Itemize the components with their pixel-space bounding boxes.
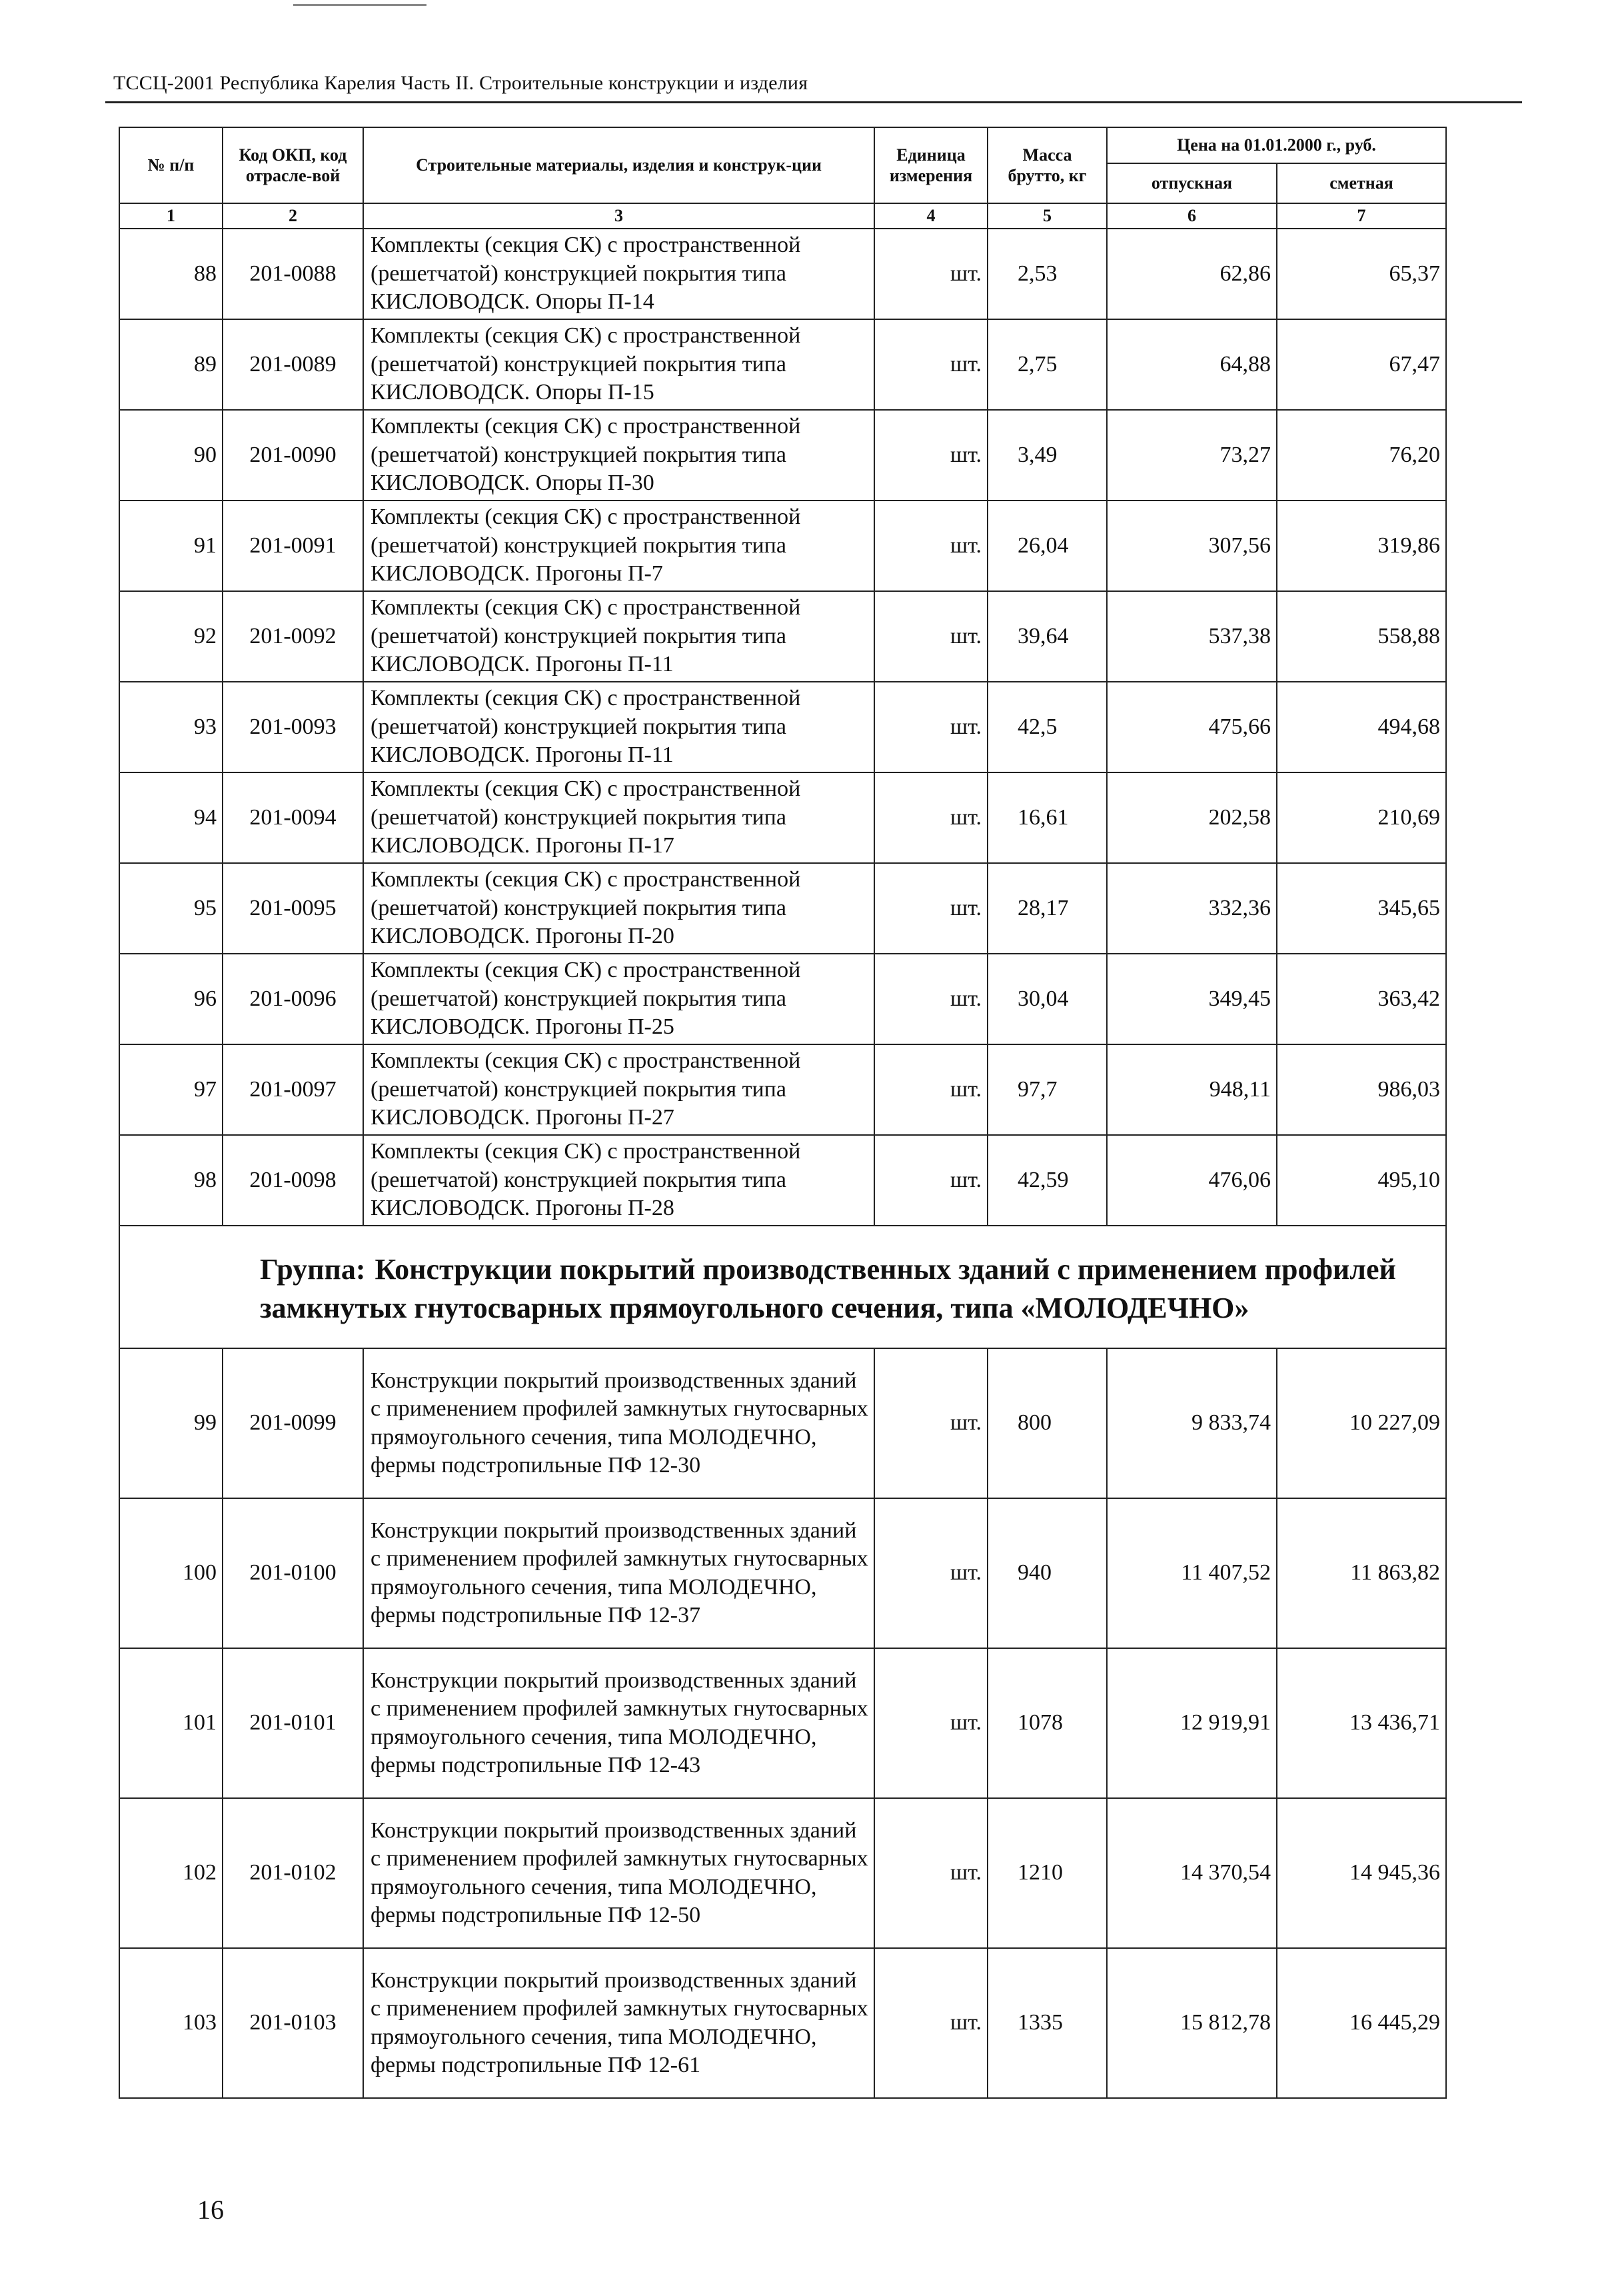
mass-cell: 940 bbox=[988, 1498, 1107, 1648]
estimate-price-cell: 345,65 bbox=[1277, 863, 1446, 954]
row-number-cell: 88 bbox=[119, 229, 223, 319]
unit-cell: шт. bbox=[874, 1044, 988, 1135]
release-price-cell: 307,56 bbox=[1107, 501, 1277, 591]
material-name-cell: Комплекты (секция СК) с пространственной (решетчатой) конструкцией покрытия типа КИСЛОВОДСК. Опоры П-30 bbox=[363, 410, 874, 501]
estimate-price-cell: 10 227,09 bbox=[1277, 1348, 1446, 1498]
okp-code-cell: 201-0100 bbox=[223, 1498, 363, 1648]
okp-code-cell: 201-0096 bbox=[223, 954, 363, 1044]
estimate-price-cell: 11 863,82 bbox=[1277, 1498, 1446, 1648]
row-number-cell: 100 bbox=[119, 1498, 223, 1648]
mass-cell: 1078 bbox=[988, 1648, 1107, 1798]
estimate-price-cell: 319,86 bbox=[1277, 501, 1446, 591]
table-row bbox=[119, 1044, 1446, 1135]
release-price-cell: 9 833,74 bbox=[1107, 1348, 1277, 1498]
material-name-cell: Комплекты (секция СК) с пространственной (решетчатой) конструкцией покрытия типа КИСЛОВОДСК. Прогоны П-20 bbox=[363, 863, 874, 954]
mass-cell: 26,04 bbox=[988, 501, 1107, 591]
col-header-unit: Единица измерения bbox=[874, 127, 988, 203]
column-number: 2 bbox=[223, 203, 363, 229]
release-price-cell: 64,88 bbox=[1107, 319, 1277, 410]
release-price-cell: 73,27 bbox=[1107, 410, 1277, 501]
table-row bbox=[119, 772, 1446, 863]
col-header-price-group: Цена на 01.01.2000 г., руб. bbox=[1107, 127, 1446, 163]
table-group-section bbox=[119, 1226, 1446, 1348]
estimate-price-cell: 210,69 bbox=[1277, 772, 1446, 863]
column-number: 5 bbox=[988, 203, 1107, 229]
unit-cell: шт. bbox=[874, 319, 988, 410]
release-price-cell: 476,06 bbox=[1107, 1135, 1277, 1226]
unit-cell: шт. bbox=[874, 1135, 988, 1226]
release-price-cell: 332,36 bbox=[1107, 863, 1277, 954]
material-name-cell: Конструкции покрытий производственных зданий с применением профилей замкнутых гнутосварных прямоугольного сечения, типа МОЛОДЕЧНО, фермы подстропильные ПФ 12-50 bbox=[363, 1798, 874, 1948]
table-row bbox=[119, 229, 1446, 319]
row-number-cell: 102 bbox=[119, 1798, 223, 1948]
mass-cell: 42,59 bbox=[988, 1135, 1107, 1226]
estimate-price-cell: 67,47 bbox=[1277, 319, 1446, 410]
material-name-cell: Конструкции покрытий производственных зданий с применением профилей замкнутых гнутосварных прямоугольного сечения, типа МОЛОДЕЧНО, фермы подстропильные ПФ 12-30 bbox=[363, 1348, 874, 1498]
column-numbers-row bbox=[119, 203, 1446, 229]
estimate-price-cell: 76,20 bbox=[1277, 410, 1446, 501]
unit-cell: шт. bbox=[874, 410, 988, 501]
table-row bbox=[119, 1798, 1446, 1948]
material-name-cell: Комплекты (секция СК) с пространственной (решетчатой) конструкцией покрытия типа КИСЛОВОДСК. Прогоны П-7 bbox=[363, 501, 874, 591]
table-row bbox=[119, 1498, 1446, 1648]
row-number-cell: 95 bbox=[119, 863, 223, 954]
header-rule bbox=[105, 101, 1522, 103]
row-number-cell: 91 bbox=[119, 501, 223, 591]
okp-code-cell: 201-0091 bbox=[223, 501, 363, 591]
table-row bbox=[119, 954, 1446, 1044]
mass-cell: 42,5 bbox=[988, 682, 1107, 772]
col-header-code: Код ОКП, код отрасле-вой bbox=[223, 127, 363, 203]
table-row bbox=[119, 319, 1446, 410]
page-number: 16 bbox=[197, 2195, 224, 2225]
unit-cell: шт. bbox=[874, 501, 988, 591]
table-body-kislovodsk bbox=[119, 229, 1446, 1226]
release-price-cell: 202,58 bbox=[1107, 772, 1277, 863]
unit-cell: шт. bbox=[874, 1798, 988, 1948]
okp-code-cell: 201-0092 bbox=[223, 591, 363, 682]
table-row bbox=[119, 682, 1446, 772]
material-name-cell: Комплекты (секция СК) с пространственной (решетчатой) конструкцией покрытия типа КИСЛОВОДСК. Прогоны П-11 bbox=[363, 682, 874, 772]
estimate-price-cell: 16 445,29 bbox=[1277, 1948, 1446, 2098]
table-row bbox=[119, 591, 1446, 682]
estimate-price-cell: 363,42 bbox=[1277, 954, 1446, 1044]
okp-code-cell: 201-0102 bbox=[223, 1798, 363, 1948]
column-number: 6 bbox=[1107, 203, 1277, 229]
scan-mark bbox=[293, 4, 426, 6]
table-row bbox=[119, 1348, 1446, 1498]
row-number-cell: 93 bbox=[119, 682, 223, 772]
estimate-price-cell: 13 436,71 bbox=[1277, 1648, 1446, 1798]
material-name-cell: Комплекты (секция СК) с пространственной (решетчатой) конструкцией покрытия типа КИСЛОВОДСК. Прогоны П-11 bbox=[363, 591, 874, 682]
material-name-cell: Комплекты (секция СК) с пространственной (решетчатой) конструкцией покрытия типа КИСЛОВОДСК. Прогоны П-27 bbox=[363, 1044, 874, 1135]
table-row bbox=[119, 863, 1446, 954]
row-number-cell: 97 bbox=[119, 1044, 223, 1135]
material-name-cell: Комплекты (секция СК) с пространственной (решетчатой) конструкцией покрытия типа КИСЛОВОДСК. Опоры П-14 bbox=[363, 229, 874, 319]
okp-code-cell: 201-0095 bbox=[223, 863, 363, 954]
okp-code-cell: 201-0099 bbox=[223, 1348, 363, 1498]
okp-code-cell: 201-0098 bbox=[223, 1135, 363, 1226]
mass-cell: 3,49 bbox=[988, 410, 1107, 501]
mass-cell: 2,75 bbox=[988, 319, 1107, 410]
material-name-cell: Комплекты (секция СК) с пространственной (решетчатой) конструкцией покрытия типа КИСЛОВОДСК. Опоры П-15 bbox=[363, 319, 874, 410]
unit-cell: шт. bbox=[874, 1498, 988, 1648]
okp-code-cell: 201-0103 bbox=[223, 1948, 363, 2098]
mass-cell: 39,64 bbox=[988, 591, 1107, 682]
unit-cell: шт. bbox=[874, 682, 988, 772]
column-number: 3 bbox=[363, 203, 874, 229]
table-row bbox=[119, 410, 1446, 501]
okp-code-cell: 201-0088 bbox=[223, 229, 363, 319]
unit-cell: шт. bbox=[874, 591, 988, 682]
mass-cell: 1335 bbox=[988, 1948, 1107, 2098]
column-number: 7 bbox=[1277, 203, 1446, 229]
mass-cell: 97,7 bbox=[988, 1044, 1107, 1135]
col-header-mass: Масса брутто, кг bbox=[988, 127, 1107, 203]
table-row bbox=[119, 501, 1446, 591]
unit-cell: шт. bbox=[874, 1948, 988, 2098]
material-name-cell: Комплекты (секция СК) с пространственной (решетчатой) конструкцией покрытия типа КИСЛОВОДСК. Прогоны П-17 bbox=[363, 772, 874, 863]
col-header-name: Строительные материалы, изделия и конструк-ции bbox=[363, 127, 874, 203]
col-header-price-estimate: сметная bbox=[1277, 163, 1446, 203]
mass-cell: 2,53 bbox=[988, 229, 1107, 319]
okp-code-cell: 201-0089 bbox=[223, 319, 363, 410]
release-price-cell: 475,66 bbox=[1107, 682, 1277, 772]
table-row bbox=[119, 1948, 1446, 2098]
unit-cell: шт. bbox=[874, 954, 988, 1044]
material-name-cell: Комплекты (секция СК) с пространственной (решетчатой) конструкцией покрытия типа КИСЛОВОДСК. Прогоны П-28 bbox=[363, 1135, 874, 1226]
okp-code-cell: 201-0093 bbox=[223, 682, 363, 772]
estimate-price-cell: 495,10 bbox=[1277, 1135, 1446, 1226]
release-price-cell: 12 919,91 bbox=[1107, 1648, 1277, 1798]
unit-cell: шт. bbox=[874, 1348, 988, 1498]
release-price-cell: 14 370,54 bbox=[1107, 1798, 1277, 1948]
group-header-cell bbox=[119, 1226, 1446, 1348]
okp-code-cell: 201-0094 bbox=[223, 772, 363, 863]
row-number-cell: 89 bbox=[119, 319, 223, 410]
estimate-price-cell: 558,88 bbox=[1277, 591, 1446, 682]
group-header-row bbox=[119, 1226, 1446, 1348]
material-name-cell: Конструкции покрытий производственных зданий с применением профилей замкнутых гнутосварных прямоугольного сечения, типа МОЛОДЕЧНО, фермы подстропильные ПФ 12-43 bbox=[363, 1648, 874, 1798]
release-price-cell: 349,45 bbox=[1107, 954, 1277, 1044]
col-header-no: № п/п bbox=[119, 127, 223, 203]
row-number-cell: 99 bbox=[119, 1348, 223, 1498]
table-row bbox=[119, 1135, 1446, 1226]
row-number-cell: 94 bbox=[119, 772, 223, 863]
release-price-cell: 62,86 bbox=[1107, 229, 1277, 319]
row-number-cell: 90 bbox=[119, 410, 223, 501]
okp-code-cell: 201-0101 bbox=[223, 1648, 363, 1798]
okp-code-cell: 201-0090 bbox=[223, 410, 363, 501]
mass-cell: 800 bbox=[988, 1348, 1107, 1498]
row-number-cell: 96 bbox=[119, 954, 223, 1044]
col-header-price-release: отпускная bbox=[1107, 163, 1277, 203]
column-number: 1 bbox=[119, 203, 223, 229]
mass-cell: 28,17 bbox=[988, 863, 1107, 954]
estimate-price-cell: 65,37 bbox=[1277, 229, 1446, 319]
row-number-cell: 92 bbox=[119, 591, 223, 682]
group-title: Конструкции покрытий производственных зданий с применением профилей замкнутых гнутосварных прямоугольного сечения, типа «МОЛОДЕЧНО» bbox=[260, 1252, 1396, 1324]
unit-cell: шт. bbox=[874, 863, 988, 954]
okp-code-cell: 201-0097 bbox=[223, 1044, 363, 1135]
material-name-cell: Конструкции покрытий производственных зданий с применением профилей замкнутых гнутосварных прямоугольного сечения, типа МОЛОДЕЧНО, фермы подстропильные ПФ 12-37 bbox=[363, 1498, 874, 1648]
price-table bbox=[119, 127, 1447, 2099]
column-number: 4 bbox=[874, 203, 988, 229]
estimate-price-cell: 14 945,36 bbox=[1277, 1798, 1446, 1948]
unit-cell: шт. bbox=[874, 229, 988, 319]
row-number-cell: 98 bbox=[119, 1135, 223, 1226]
table-body-molodechno bbox=[119, 1348, 1446, 2098]
release-price-cell: 15 812,78 bbox=[1107, 1948, 1277, 2098]
release-price-cell: 948,11 bbox=[1107, 1044, 1277, 1135]
unit-cell: шт. bbox=[874, 1648, 988, 1798]
material-name-cell: Комплекты (секция СК) с пространственной (решетчатой) конструкцией покрытия типа КИСЛОВОДСК. Прогоны П-25 bbox=[363, 954, 874, 1044]
release-price-cell: 11 407,52 bbox=[1107, 1498, 1277, 1648]
release-price-cell: 537,38 bbox=[1107, 591, 1277, 682]
material-name-cell: Конструкции покрытий производственных зданий с применением профилей замкнутых гнутосварных прямоугольного сечения, типа МОЛОДЕЧНО, фермы подстропильные ПФ 12-61 bbox=[363, 1948, 874, 2098]
mass-cell: 1210 bbox=[988, 1798, 1107, 1948]
mass-cell: 30,04 bbox=[988, 954, 1107, 1044]
estimate-price-cell: 986,03 bbox=[1277, 1044, 1446, 1135]
group-label: Группа: bbox=[260, 1252, 366, 1286]
estimate-price-cell: 494,68 bbox=[1277, 682, 1446, 772]
row-number-cell: 103 bbox=[119, 1948, 223, 2098]
page-header: ТССЦ-2001 Республика Карелия Часть II. Строительные конструкции и изделия bbox=[113, 72, 808, 94]
row-number-cell: 101 bbox=[119, 1648, 223, 1798]
table-row bbox=[119, 1648, 1446, 1798]
unit-cell: шт. bbox=[874, 772, 988, 863]
mass-cell: 16,61 bbox=[988, 772, 1107, 863]
